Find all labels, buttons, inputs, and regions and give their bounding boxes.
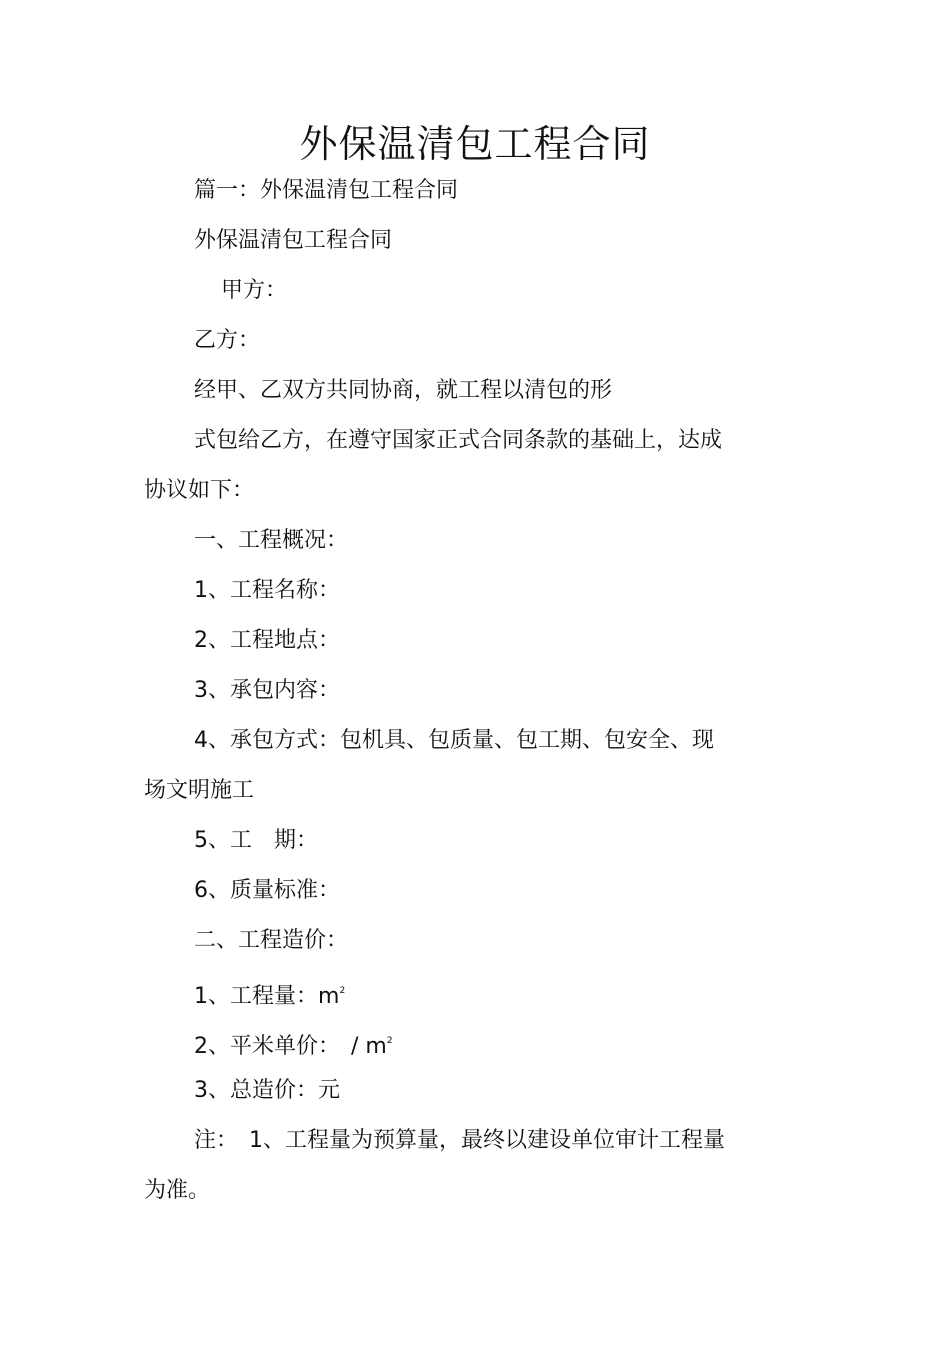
quality-standard-item: 6、质量标准：: [194, 878, 340, 903]
quantity-item: [194, 976, 345, 1012]
intro-paragraph-line-2: 式包给乙方，在遵守国家正式合同条款的基础上，达成: [194, 428, 723, 453]
square-superscript: 2: [339, 986, 346, 996]
unit-price-item-text: 2、平米单价： / m: [194, 1034, 387, 1059]
intro-paragraph-line-3: 协议如下：: [144, 478, 255, 503]
note-line-2: 为准。: [144, 1178, 211, 1203]
document-title: 外保温清包工程合同: [299, 122, 651, 166]
unit-price-item: [194, 1026, 393, 1062]
intro-paragraph-line-1: 经甲、乙双方共同协商，就工程以清包的形: [194, 378, 613, 403]
party-b-label: 乙方：: [194, 328, 261, 353]
square-superscript: 2: [386, 1036, 393, 1046]
section-heading: 篇一：外保温清包工程合同: [194, 178, 459, 203]
contract-method-item-line-1: 4、承包方式：包机具、包质量、包工期、包安全、现: [194, 728, 714, 753]
party-a-label: 甲方：: [221, 278, 288, 303]
section-overview-heading: 一、工程概况：: [194, 528, 349, 553]
total-cost-item: 3、总造价：元: [194, 1078, 340, 1103]
contract-method-item-line-2: 场文明施工: [144, 778, 255, 803]
note-line-1: 注： 1、工程量为预算量，最终以建设单位审计工程量: [194, 1128, 725, 1153]
quantity-item-text: 1、工程量：m: [194, 984, 340, 1009]
project-location-item: 2、工程地点：: [194, 628, 340, 653]
duration-item: 5、工 期：: [194, 828, 318, 853]
contract-name: 外保温清包工程合同: [194, 228, 393, 253]
contract-scope-item: 3、承包内容：: [194, 678, 340, 703]
project-name-item: 1、工程名称：: [194, 578, 340, 603]
section-cost-heading: 二、工程造价：: [194, 928, 349, 953]
